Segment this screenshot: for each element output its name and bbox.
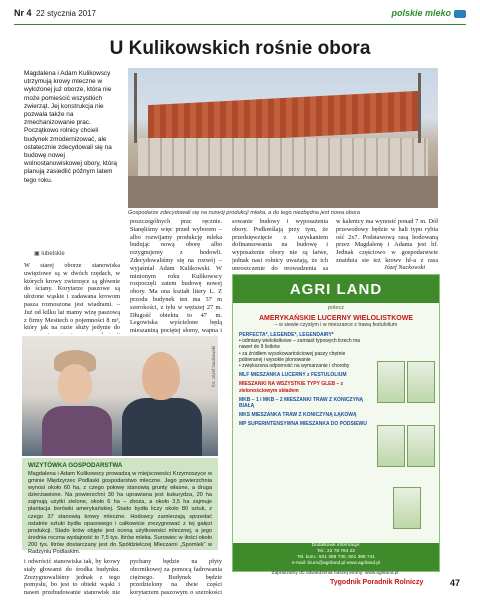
page-header (14, 8, 466, 24)
photo-credit: fot. Józef Nuckowski (211, 346, 216, 388)
ad-subline: – w siewie czystym i w mieszance z trawą festulolium (274, 322, 398, 328)
woman-jacket (42, 406, 112, 456)
ad-list-item: • za źródłem wysokowartościowej paszy chętnie pobieranej i wysokie plonowanie (239, 350, 346, 363)
ad-contact-line: Dodatkowe informacje: (311, 543, 361, 548)
agriland-advertisement (232, 274, 440, 572)
magazine-name: Tygodnik Poradnik Rolniczy (330, 579, 424, 586)
author-signature: Józef Nuckowski (384, 264, 426, 271)
woman-face (58, 364, 92, 404)
article-column-1: W starej oborze stanowiska uwięziowe są w dwóch rzędach, w których krowy zwierzęce są głównie do ściany. Korytarze paszowe są ułożone wąskie i zadawana krowom pasza roznoszona jest wiadrami. – Już od kilku lat mamy wizę paszową z firmy Mesitech o pojemności 8 m³, który jak na razie służy jedynie do (24, 262, 120, 332)
region-icon: ▣ (34, 251, 40, 257)
ad-contact-line: e-mail: biuro@agriland.pl www.agriland.pl (291, 561, 381, 566)
article-column-2: poszczególnych prac ręcznie. Stanęliśmy więc przed wyborem – albo rozwijamy produkcję mleka budując nową oborę albo rezygnujemy z hodowli. Zdecydowaliśmy się na rozwój – wyjaśniał Adam Kulikowski. W minionym roku Kulikowscy rozpoczęli zatem budowę nowej obory. Ma ona kształt litery L. Z przodu budynek ten ma 37 m szerokości, z tyłu w węższej 27 m. Długość obiektu to 47 m. Legowiska wyścielone będą mieszaniną pociętej słomy, wapna i (130, 218, 222, 334)
issue-number: Nr 4 (14, 8, 32, 18)
region-name: lubelskie (41, 251, 65, 257)
seed-bag-image (377, 425, 405, 467)
ad-list-item: MKS MIESZANKA TRAW Z KONICZYNĄ ŁĄKOWĄ (239, 412, 357, 419)
cow-icon (454, 10, 466, 18)
ad-list-item: PERFECTA*, LEGENDE*, LEGENDAIRY* (239, 332, 334, 338)
ad-product-list (239, 332, 369, 428)
ad-list-item: MP SUPERINTENSYWNA MIESZANKA DO PODSIEWU (239, 421, 367, 428)
roof-structure (148, 91, 418, 145)
ad-contact-footer (233, 543, 439, 571)
region-label (34, 250, 65, 257)
tree (134, 73, 137, 143)
ground (128, 176, 438, 208)
agriland-logo: AGRI LAND (233, 275, 439, 303)
section-name: polskie mleko (391, 8, 451, 18)
barn-wall (138, 138, 428, 178)
ad-brand-sub: polecz (328, 305, 344, 311)
ad-list-item: MIESZANKI NA WSZYSTKIE TYPY GLEB – z zielonościowym składem (239, 381, 344, 394)
section-label (391, 8, 466, 18)
farm-info-box (22, 458, 218, 556)
article-column-5: i odwrócić stanowiska tak, by krowy stały głowami do środka budynku. Zrezygnowaliśmy jednak z tego pomysłu, bo jest to obiekt wąski i nawet przebudowanie stanowisk nie (24, 558, 120, 596)
article-column-6: pychany będzie na płyty obornikowej za pomocą fadrowania ciężnego. Budynek będzie przedzielony na dwie części korytarzem paszowym o szerokości (130, 558, 222, 596)
ad-invite: Zapraszamy do odwiedzenia naszej strony: www.agriland.pl (271, 571, 399, 576)
farmers-portrait-photo (22, 336, 218, 456)
seed-bag-image (407, 425, 435, 467)
article-lead: Magdalena i Adam Kulikowscy utrzymują krowy mleczne w wyłożonej już oborze, która nie może pomieścić wszystkich zwierząt. Jej konstrukcja nie pozwala także na zmechanizowanie prac. Początkowo rolnicy chcieli budynek zmodernizować, ale ostatecznie zdecydowali się na budowę nowej wolnostanowiskowej obory, którą planują zasiedlić późnym latem tego roku. (24, 70, 117, 184)
header-rule (14, 24, 466, 25)
ad-headline: AMERYKAŃSKIE LUCERNY WIELOLISTKOWE (258, 315, 413, 322)
page-number: 47 (450, 578, 461, 588)
issue-info (14, 8, 96, 18)
article-title: U Kulikowskich rośnie obora (109, 38, 371, 59)
photo-caption: Gospodarze zdecydowali się na rozwój produkcji mleka, a do tego niezbędna jest nowa obora (128, 210, 360, 216)
ad-list-item: • odmiany wielolistkowe – zamiast typowych trzech ma nawet do 9 listków (239, 338, 360, 351)
issue-date: 22 stycznia 2017 (35, 9, 97, 18)
seed-bag-image (407, 361, 435, 403)
ad-contact-line: Tel.: 22 78 764 22 (316, 549, 356, 554)
tree (418, 73, 421, 143)
farm-info-text: Magdalena i Adam Kulikowscy prowadzą w miejscowości Krzymoszyce w gminie Międzyrzec Podlaski gospodarstwo mleczne. Jego powierzchnia wynosi około 60 ha, z czego połowę stanowią grunty własne, a druga dzierżawione. Na powierzchni 30 ha uprawiana jest kukurydza, 20 ha zajmują użytki zielone, około 6 ha – zboża, a około 3,5 ha zajmuje plantacja borówki amerykańskiej. Stado bydła liczy około 80 sztuk, z czego 37 stanowią krowy mleczne. Hodowcy zamierzają sprzedać ostatnie sztuki bydła opasowego i całkowicie zrezygnować z tej gałęzi produkcji. Stado krów objęte jest oceną użytkowości mlecznej, a jego średnia roczna wydajność to 7,5 tys. litrów mleka. Surowiec w ilości około 200 tys. litrów dostarczany jest do Spółdzielczej Mleczarni „Spomlek” w Radzyniu Podlaskim. (28, 471, 212, 556)
ad-contact-line: Tel. kom.: 601 388 730, 601 388 741 (297, 555, 375, 560)
ad-list-item: MKB – 1 i MKB – 2 MIESZANKI TRAW Z KONICZYNĄ BIAŁĄ (239, 396, 364, 410)
man-face (142, 352, 180, 400)
farm-info-title: WIZYTÓWKA GOSPODARSTWA (28, 462, 123, 469)
seed-bag-image (393, 487, 421, 529)
article-column-4: w kalenicy ma wynosić ponad 7 m. Dół przewodowy będzie w hali typu rybia ość 2x7. Podstawową rasą hodowaną przez Magdalenę i Adama jest hf. Jednak częściowo w gospodarstwie znajdują się też krowy hf-a z rasą (336, 218, 438, 262)
article-column-3: sowanie budowy i wyposażenia obory. Podkreślają przy tym, że przedsięwzięcie z uzyskaniem dofinansowania na budowę i wyposażenie obory nie są łatwe, jednak nasi rolnicy uważają, że ich uproszczenie do prowadzenia są (232, 218, 328, 270)
barn-construction-photo (128, 68, 438, 208)
seed-bag-image (377, 361, 405, 403)
man-jacket (122, 398, 202, 456)
ad-list-item: • zwiększona odporność na wymarzanie i choroby (239, 363, 350, 370)
ad-list-item: MLF MIESZANKA LUCERNY z FESTULOLIUM (239, 372, 347, 379)
